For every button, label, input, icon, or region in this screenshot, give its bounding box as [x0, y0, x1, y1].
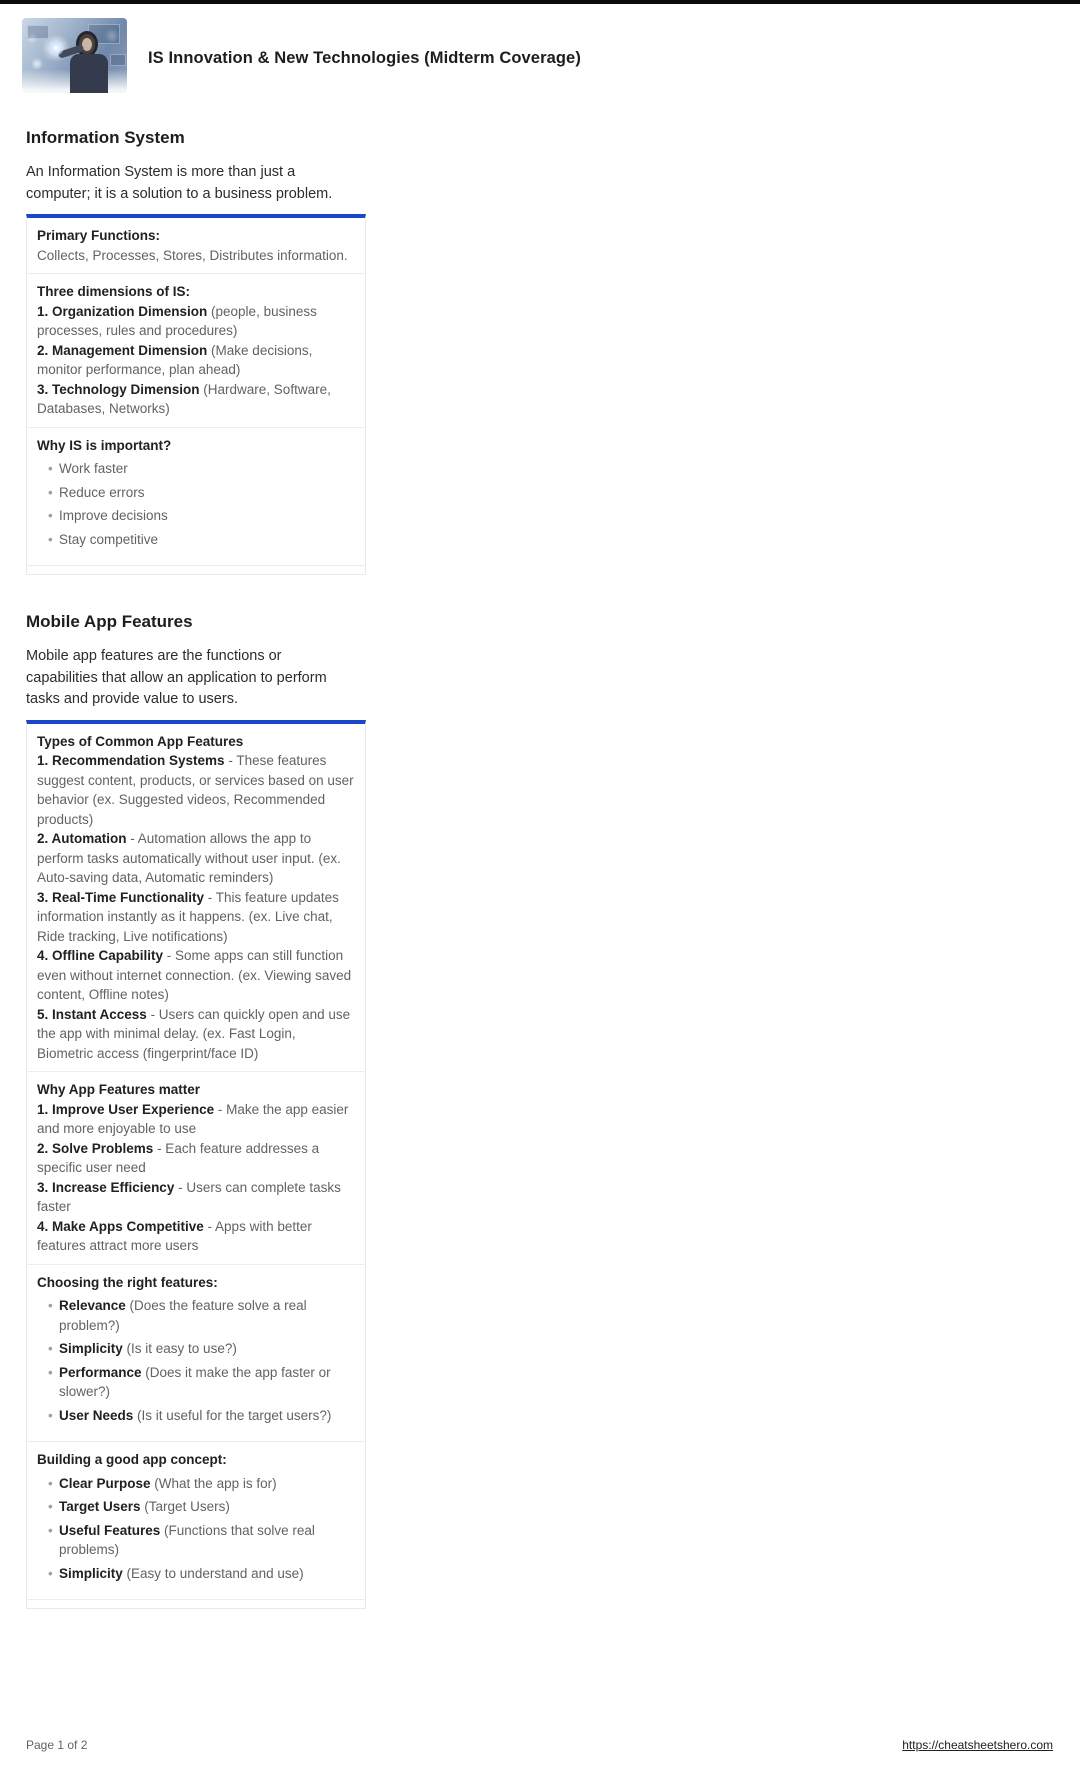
bullet-dot: •	[48, 1499, 53, 1514]
bold-keyword: 4. Make Apps Competitive	[37, 1218, 204, 1234]
bullet-dot: •	[48, 1298, 53, 1313]
text-line: 1. Improve User Experience - Make the app easier and more enjoyable to use	[37, 1101, 349, 1136]
block-title: Primary Functions:	[37, 228, 161, 243]
section-heading: Mobile App Features	[26, 612, 193, 631]
bold-keyword: 1. Improve User Experience	[37, 1101, 215, 1117]
bullet-text: User Needs (Is it useful for the target users?)	[59, 1407, 332, 1423]
card-block	[27, 218, 365, 274]
bullet-item	[37, 1339, 355, 1359]
section-heading: Information System	[26, 128, 185, 147]
bullet-dot: •	[48, 1475, 53, 1491]
bullet-text: Target Users (Target Users)	[59, 1499, 230, 1514]
bold-keyword: 1. Organization Dimension	[37, 303, 208, 319]
bold-keyword: Target Users	[59, 1499, 141, 1514]
bullet-text: Clear Purpose (What the app is for)	[59, 1475, 277, 1491]
block-title: Choosing the right features:	[37, 1274, 218, 1290]
info-card	[26, 214, 366, 575]
text-line: Collects, Processes, Stores, Distributes information.	[37, 247, 348, 263]
bullet-dot: •	[48, 1522, 53, 1538]
bullet-text: Simplicity (Easy to understand and use)	[59, 1565, 304, 1581]
bold-keyword: 4. Offline Capability	[37, 948, 164, 963]
page-footer	[26, 1738, 1053, 1752]
bullet-text: Useful Features (Functions that solve real problems)	[59, 1522, 315, 1557]
bullet-text: Reduce errors	[59, 484, 145, 500]
bullet-item	[37, 1564, 355, 1584]
bullet-text: Improve decisions	[59, 508, 168, 523]
bullet-list	[37, 1474, 355, 1584]
bold-keyword: 2. Solve Problems	[37, 1140, 154, 1156]
text-line: 5. Instant Access - Users can quickly open and use the app with minimal delay. (ex. Fast Login, Biometric access (fingerprint/face ID)	[37, 1006, 351, 1061]
text-line: 1. Recommendation Systems - These features suggest content, products, or services based on user behavior (ex. Suggested videos, Recommended products)	[37, 753, 354, 827]
footer-link[interactable]: https://cheatsheetshero.com	[902, 1738, 1053, 1752]
bold-keyword: 5. Instant Access	[37, 1006, 147, 1022]
bullet-list	[37, 459, 355, 549]
thumbnail-person-silhouette	[70, 54, 108, 93]
bullet-text: Work faster	[59, 461, 128, 476]
text-line: 3. Technology Dimension (Hardware, Software, Databases, Networks)	[37, 381, 331, 416]
text-line: 4. Make Apps Competitive - Apps with better features attract more users	[37, 1218, 312, 1253]
bullet-item	[37, 483, 355, 503]
thumbnail-screen-panel	[27, 25, 49, 39]
bullet-dot: •	[48, 1407, 53, 1423]
top-edge-bar	[0, 0, 1080, 4]
bullet-text: Stay competitive	[59, 531, 159, 547]
card-block	[27, 428, 365, 567]
text-line: 1. Organization Dimension (people, business processes, rules and procedures)	[37, 303, 317, 338]
bold-keyword: 1. Recommendation Systems	[37, 753, 225, 768]
text-line: 2. Management Dimension (Make decisions, monitor performance, plan ahead)	[37, 342, 313, 377]
bullet-dot: •	[48, 1364, 53, 1380]
text-line: 2. Solve Problems - Each feature addresses a specific user need	[37, 1140, 320, 1175]
bullet-item	[37, 459, 355, 479]
bold-keyword: 3. Technology Dimension	[37, 381, 200, 397]
thumbnail-hologram-glow	[48, 40, 64, 56]
bullet-dot: •	[48, 1565, 53, 1581]
text-line: 4. Offline Capability - Some apps can still function even without internet connection. (ex. Viewing saved content, Offline notes)	[37, 948, 352, 1002]
bullet-list	[37, 1296, 355, 1425]
bullet-item	[37, 1474, 355, 1494]
bold-keyword: Relevance	[59, 1298, 126, 1313]
bullet-item	[37, 506, 355, 526]
block-title: Types of Common App Features	[37, 733, 244, 749]
bullet-item	[37, 1406, 355, 1426]
bold-keyword: Useful Features	[59, 1522, 161, 1538]
bullet-dot: •	[48, 531, 53, 547]
bold-keyword: Performance	[59, 1364, 142, 1380]
bullet-dot: •	[48, 1341, 53, 1356]
card-block	[27, 1442, 365, 1600]
header-thumbnail-image	[22, 18, 127, 93]
bullet-item	[37, 1521, 355, 1560]
block-title: Why App Features matter	[37, 1082, 201, 1097]
bold-keyword: 3. Real-Time Functionality	[37, 889, 205, 905]
card-block	[27, 1072, 365, 1265]
page-number: Page 1 of 2	[26, 1738, 88, 1752]
section-intro: An Information System is more than just a computer; it is a solution to a business problem.	[26, 164, 333, 202]
bullet-text: Performance (Does it make the app faster or slower?)	[59, 1364, 331, 1399]
card-block	[27, 274, 365, 428]
card-block	[27, 724, 365, 1073]
card-block	[27, 1265, 365, 1443]
info-card	[26, 720, 366, 1610]
bullet-text: Relevance (Does the feature solve a real problem?)	[59, 1298, 307, 1333]
thumbnail-screen-panel	[110, 54, 126, 66]
bold-keyword: Simplicity	[59, 1341, 123, 1356]
text-line: 2. Automation - Automation allows the app to perform tasks automatically without user input. (ex. Auto-saving data, Automatic reminders)	[37, 831, 341, 885]
bullet-dot: •	[48, 484, 53, 500]
bullet-dot: •	[48, 461, 53, 476]
bullet-dot: •	[48, 508, 53, 523]
block-title: Why IS is important?	[37, 437, 172, 453]
bullet-text: Simplicity (Is it easy to use?)	[59, 1341, 237, 1356]
bold-keyword: 3. Increase Efficiency	[37, 1179, 175, 1195]
bold-keyword: Simplicity	[59, 1565, 123, 1581]
text-line: 3. Increase Efficiency - Users can complete tasks faster	[37, 1179, 341, 1214]
bullet-item	[37, 1296, 355, 1335]
bullet-item	[37, 1363, 355, 1402]
block-title: Three dimensions of IS:	[37, 284, 191, 299]
bullet-item	[37, 530, 355, 550]
page-title: IS Innovation & New Technologies (Midterm Coverage)	[148, 49, 581, 67]
bold-keyword: User Needs	[59, 1407, 134, 1423]
bullet-item	[37, 1497, 355, 1517]
text-line: 3. Real-Time Functionality - This feature updates information instantly as it happens. (ex. Live chat, Ride tracking, Live notifications)	[37, 889, 339, 944]
block-title: Building a good app concept:	[37, 1452, 227, 1467]
bold-keyword: Clear Purpose	[59, 1475, 151, 1491]
section-intro: Mobile app features are the functions or capabilities that allow an application to perform tasks and provide value to users.	[26, 648, 327, 707]
content-column	[26, 127, 366, 1609]
bold-keyword: 2. Automation	[37, 831, 127, 846]
bold-keyword: 2. Management Dimension	[37, 342, 208, 358]
